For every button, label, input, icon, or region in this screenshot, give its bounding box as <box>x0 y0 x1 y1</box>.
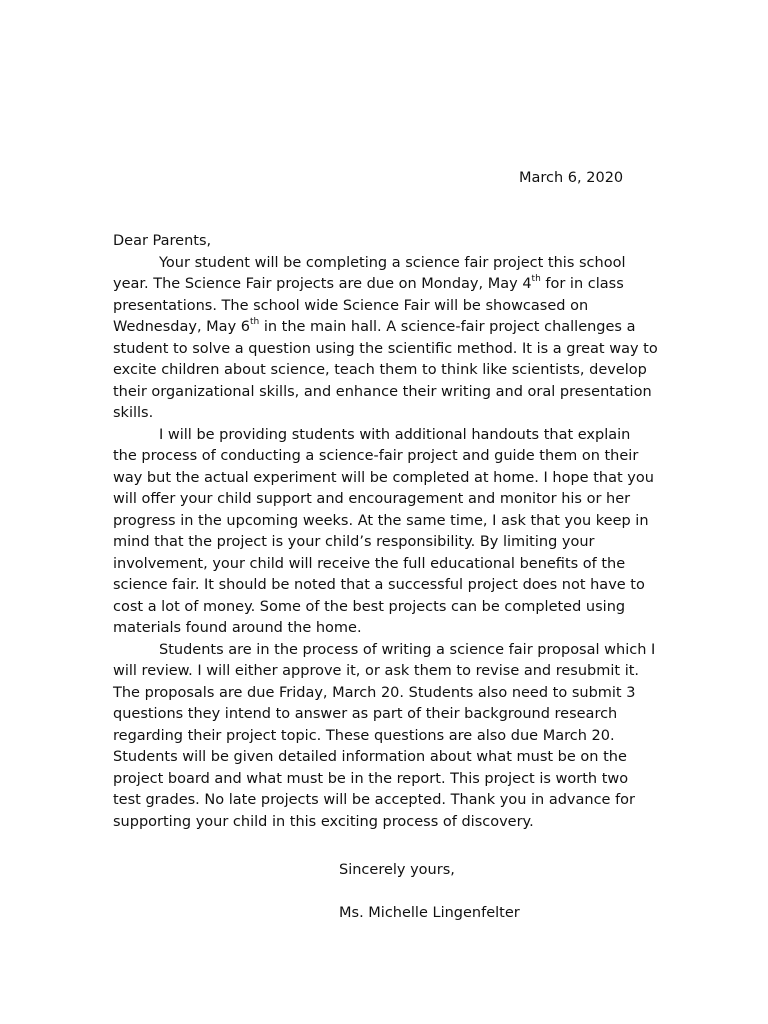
paragraph-intro-part2: for in class presentations. The school wide Science Fair will be showcased on Wednesday, May 6 <box>113 276 624 335</box>
salutation: Dear Parents, <box>113 233 212 249</box>
paragraph-intro <box>113 253 658 425</box>
paragraph-intro-part3: in the main hall. A science-fair project challenges a student to solve a question using the scientific method. It is a great way to excite children about science, teach them to think like scientists, develop their organizational skills, and enhance their writing and oral presentation skills. <box>113 319 658 421</box>
letter-body <box>113 231 658 833</box>
paragraph-proposal: Students are in the process of writing a science fair proposal which I will review. I will either approve it, or ask them to revise and resubmit it. The proposals are due Friday, March 20. Students also need to submit 3 questions they intend to answer as part of their background research regarding their project topic. These questions are also due March 20. Students will be given detailed information about what must be on the project board and what must be in the report. This project is worth two test grades. No late projects will be accepted. Thank you in advance for supporting your child in this exciting process of discovery. <box>113 641 656 830</box>
letter-date: March 6, 2020 <box>519 170 624 186</box>
paragraph-intro-part1: Your student will be completing a science fair project this school year. The Science Fair projects are due on Monday, May 4 <box>113 254 626 292</box>
letter-closing: Sincerely yours, <box>339 862 455 878</box>
paragraph-involvement: I will be providing students with additional handouts that explain the process of conducting a science-fair project and guide them on their way but the actual experiment will be completed at home. I hope that you will offer your child support and encouragement and monitor his or her progress in the upcoming weeks. At the same time, I ask that you keep in mind that the project is your child’s responsibility. By limiting your involvement, your child will receive the full educational benefits of the science fair. It should be noted that a successful project does not have to cost a lot of money. Some of the best projects can be completed using materials found around the home. <box>113 426 654 636</box>
ordinal-suffix: th <box>249 317 260 328</box>
letter-signature: Ms. Michelle Lingenfelter <box>339 905 520 921</box>
ordinal-suffix: th <box>531 274 541 285</box>
